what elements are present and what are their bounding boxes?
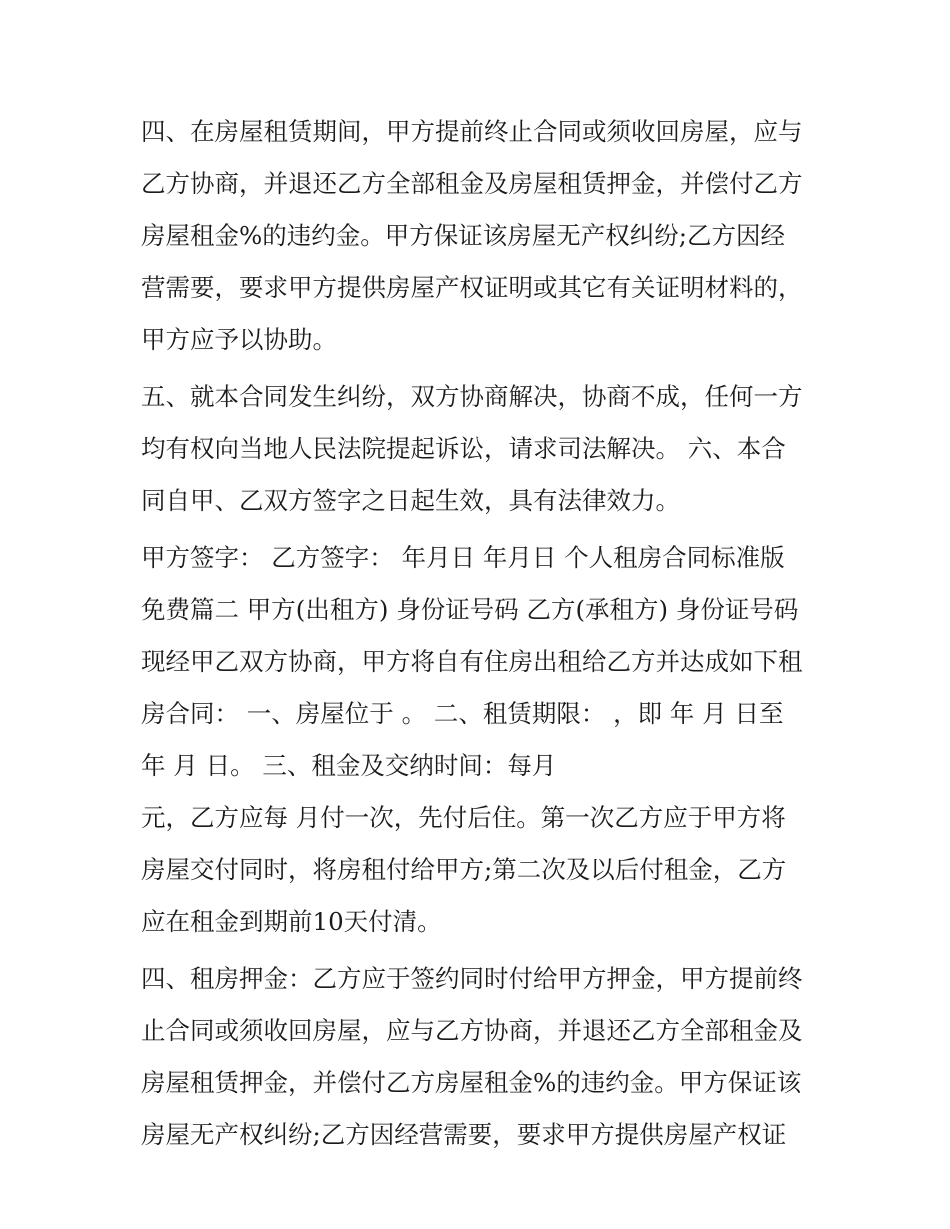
text-line: 房合同： 一、房屋位于 。 二、租赁期限： ，即 年 月 日至 (141, 699, 784, 728)
text-line: 元，乙方应每 月付一次，先付后住。第一次乙方应于甲方将 (141, 803, 786, 832)
text-line: 营需要，要求甲方提供房屋产权证明或其它有关证明材料的， (141, 273, 803, 302)
text-line: 房屋租赁押金，并偿付乙方房屋租金%的违约金。甲方保证该 (141, 1068, 802, 1097)
text-line: 四、在房屋租赁期间，甲方提前终止合同或须收回房屋，应与 (141, 117, 803, 146)
text-line: 止合同或须收回房屋，应与乙方协商，并退还乙方全部租金及 (141, 1016, 803, 1045)
text-line: 同自甲、乙双方签字之日起生效，具有法律效力。 (141, 486, 680, 515)
text-line: 房屋租金%的违约金。甲方保证该房屋无产权纠纷;乙方因经 (141, 221, 786, 250)
text-line: 年 月 日。 三、租金及交纳时间：每月 (141, 751, 557, 780)
text-line: 应在租金到期前10天付清。 (141, 907, 442, 936)
text-line: 房屋交付同时，将房租付给甲方;第二次及以后付租金，乙方 (141, 855, 787, 884)
text-line: 甲方应予以协助。 (141, 325, 337, 354)
text-line: 均有权向当地人民法院提起诉讼，请求司法解决。 六、本合 (141, 434, 786, 463)
text-line: 甲方签字： 乙方签字： 年月日 年月日 个人租房合同标准版 (141, 543, 785, 572)
document-body (141, 106, 821, 1161)
text-line: 四、租房押金：乙方应于签约同时付给甲方押金，甲方提前终 (141, 964, 803, 993)
text-line: 现经甲乙双方协商，甲方将自有住房出租给乙方并达成如下租 (141, 647, 803, 676)
text-line: 五、就本合同发生纠纷，双方协商解决，协商不成，任何一方 (141, 382, 803, 411)
text-line: 房屋无产权纠纷;乙方因经营需要，要求甲方提供房屋产权证 (141, 1120, 787, 1149)
text-line: 免费篇二 甲方(出租方) 身份证号码 乙方(承租方) 身份证号码 (141, 595, 799, 624)
text-line: 乙方协商，并退还乙方全部租金及房屋租赁押金，并偿付乙方 (141, 169, 803, 198)
